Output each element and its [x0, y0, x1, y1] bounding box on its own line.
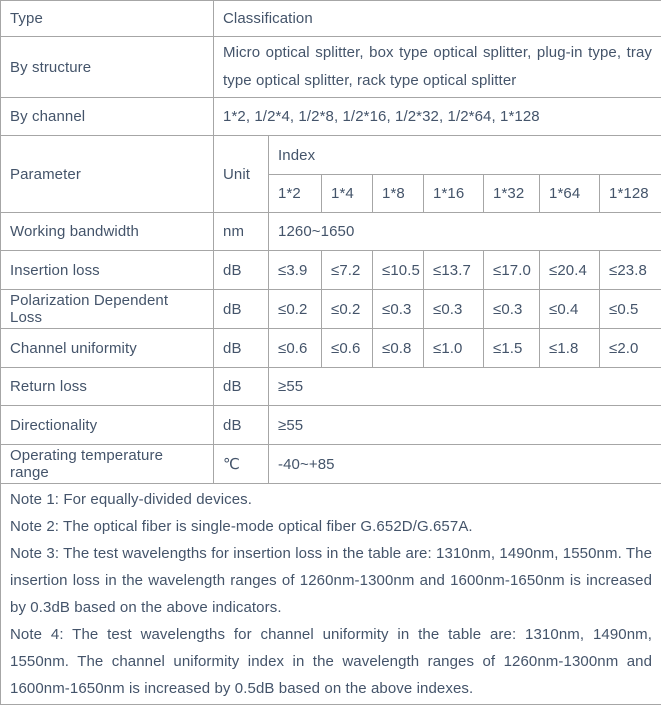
value-return-loss: ≥55 [269, 368, 661, 406]
header-unit: Unit [214, 136, 269, 213]
index-column-1x32: 1*32 [484, 175, 540, 213]
row-label-pdl: Polarization Dependent Loss [1, 290, 214, 329]
value-uniformity-1x64: ≤1.8 [540, 329, 600, 368]
note-3: Note 3: The test wavelengths for insertion loss in the table are: 1310nm, 1490nm, 1550nm. The insertion loss in the wavelength ranges of 1260nm-1300nm and 1600nm-1650nm is increased by 0.3dB based on the above indicators. [10, 540, 652, 621]
index-column-1x16: 1*16 [424, 175, 484, 213]
row-value-classification: Classification [214, 1, 661, 37]
value-insertion-loss-1x64: ≤20.4 [540, 251, 600, 290]
unit-pdl: dB [214, 290, 269, 329]
unit-insertion-loss: dB [214, 251, 269, 290]
value-pdl-1x2: ≤0.2 [269, 290, 322, 329]
header-parameter: Parameter [1, 136, 214, 213]
header-index: Index [269, 136, 661, 175]
index-column-1x64: 1*64 [540, 175, 600, 213]
table-row-operating-temperature [1, 445, 661, 484]
unit-directionality: dB [214, 406, 269, 445]
table-row-type [1, 1, 661, 37]
table-row-polarization-dependent-loss [1, 290, 661, 329]
row-value-by-structure: Micro optical splitter, box type optical splitter, plug-in type, tray type optical splitter, rack type optical splitter [214, 37, 661, 98]
value-uniformity-1x8: ≤0.8 [373, 329, 424, 368]
value-pdl-1x64: ≤0.4 [540, 290, 600, 329]
row-label-return-loss: Return loss [1, 368, 214, 406]
unit-channel-uniformity: dB [214, 329, 269, 368]
value-working-bandwidth: 1260~1650 [269, 213, 661, 251]
note-1: Note 1: For equally-divided devices. [10, 486, 652, 513]
table-row-working-bandwidth [1, 213, 661, 251]
table-row-by-structure [1, 37, 661, 98]
index-column-1x128: 1*128 [600, 175, 661, 213]
row-label-type: Type [1, 1, 214, 37]
row-label-working-bandwidth: Working bandwidth [1, 213, 214, 251]
note-2: Note 2: The optical fiber is single-mode optical fiber G.652D/G.657A. [10, 513, 652, 540]
value-pdl-1x32: ≤0.3 [484, 290, 540, 329]
table-row-index-header [1, 136, 661, 175]
value-uniformity-1x2: ≤0.6 [269, 329, 322, 368]
value-uniformity-1x16: ≤1.0 [424, 329, 484, 368]
value-uniformity-1x4: ≤0.6 [322, 329, 373, 368]
index-column-1x2: 1*2 [269, 175, 322, 213]
value-pdl-1x16: ≤0.3 [424, 290, 484, 329]
value-insertion-loss-1x128: ≤23.8 [600, 251, 661, 290]
value-pdl-1x8: ≤0.3 [373, 290, 424, 329]
row-label-directionality: Directionality [1, 406, 214, 445]
table-row-directionality [1, 406, 661, 445]
row-label-by-structure: By structure [1, 37, 214, 98]
row-label-by-channel: By channel [1, 98, 214, 136]
notes-section [1, 484, 661, 705]
value-insertion-loss-1x2: ≤3.9 [269, 251, 322, 290]
value-uniformity-1x128: ≤2.0 [600, 329, 661, 368]
table-row-by-channel [1, 98, 661, 136]
value-pdl-1x128: ≤0.5 [600, 290, 661, 329]
value-insertion-loss-1x16: ≤13.7 [424, 251, 484, 290]
unit-return-loss: dB [214, 368, 269, 406]
value-pdl-1x4: ≤0.2 [322, 290, 373, 329]
row-label-operating-temperature: Operating temperature range [1, 445, 214, 484]
value-directionality: ≥55 [269, 406, 661, 445]
row-label-insertion-loss: Insertion loss [1, 251, 214, 290]
index-column-1x8: 1*8 [373, 175, 424, 213]
unit-operating-temperature: ℃ [214, 445, 269, 484]
table-row-channel-uniformity [1, 329, 661, 368]
table-row-return-loss [1, 368, 661, 406]
value-operating-temperature: -40~+85 [269, 445, 661, 484]
value-uniformity-1x32: ≤1.5 [484, 329, 540, 368]
value-insertion-loss-1x8: ≤10.5 [373, 251, 424, 290]
value-insertion-loss-1x32: ≤17.0 [484, 251, 540, 290]
table-row-notes [1, 484, 661, 705]
note-4: Note 4: The test wavelengths for channel uniformity in the table are: 1310nm, 1490nm, 1550nm. The channel uniformity index in the wavelength ranges of 1260nm-1300nm and 1600nm-1650nm is increased by 0.5dB based on the above indexes. [10, 621, 652, 702]
value-insertion-loss-1x4: ≤7.2 [322, 251, 373, 290]
row-value-by-channel: 1*2, 1/2*4, 1/2*8, 1/2*16, 1/2*32, 1/2*64, 1*128 [214, 98, 661, 136]
table-row-insertion-loss [1, 251, 661, 290]
row-label-channel-uniformity: Channel uniformity [1, 329, 214, 368]
index-column-1x4: 1*4 [322, 175, 373, 213]
unit-working-bandwidth: nm [214, 213, 269, 251]
